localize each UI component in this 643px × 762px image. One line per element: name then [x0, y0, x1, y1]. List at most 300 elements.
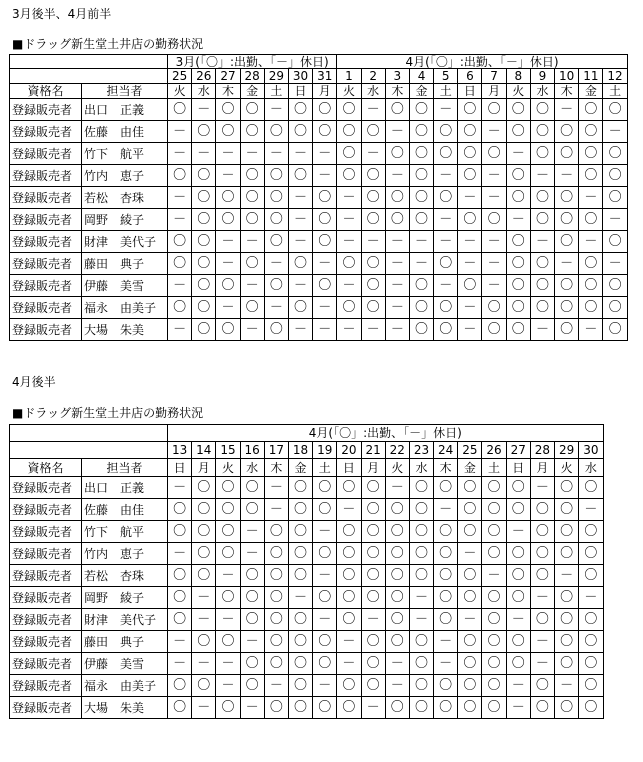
attendance-mark: － — [168, 631, 192, 653]
attendance-mark: 〇 — [192, 275, 216, 297]
attendance-mark: 〇 — [361, 187, 385, 209]
attendance-mark: 〇 — [216, 319, 240, 341]
attendance-mark: 〇 — [288, 543, 312, 565]
attendance-mark: － — [313, 143, 337, 165]
attendance-mark: 〇 — [288, 165, 312, 187]
attendance-mark: 〇 — [313, 631, 337, 653]
table-row — [10, 99, 628, 121]
attendance-mark: 〇 — [264, 209, 288, 231]
attendance-mark: 〇 — [482, 653, 506, 675]
attendance-mark: 〇 — [458, 275, 482, 297]
attendance-mark: 〇 — [264, 631, 288, 653]
weekday: 水 — [240, 459, 264, 477]
day-number: 20 — [337, 442, 361, 459]
day-number: 15 — [216, 442, 240, 459]
attendance-mark: 〇 — [506, 121, 530, 143]
attendance-mark: 〇 — [409, 477, 433, 499]
attendance-mark: 〇 — [579, 99, 603, 121]
weekday: 日 — [458, 84, 482, 99]
attendance-mark: － — [216, 297, 240, 319]
attendance-mark: 〇 — [506, 653, 530, 675]
attendance-mark: 〇 — [409, 275, 433, 297]
attendance-mark: － — [168, 143, 192, 165]
table-row — [10, 521, 604, 543]
attendance-mark: － — [313, 165, 337, 187]
attendance-mark: 〇 — [579, 543, 603, 565]
attendance-mark: － — [337, 319, 361, 341]
table-row — [10, 631, 604, 653]
attendance-mark: 〇 — [458, 697, 482, 719]
attendance-mark: 〇 — [458, 121, 482, 143]
attendance-mark: － — [168, 653, 192, 675]
attendance-mark: － — [555, 565, 579, 587]
weekday: 日 — [288, 84, 312, 99]
staff-name-cell: 財津 美代子 — [82, 609, 168, 631]
day-number: 22 — [385, 442, 409, 459]
attendance-mark: － — [168, 477, 192, 499]
attendance-mark: 〇 — [216, 499, 240, 521]
attendance-mark: 〇 — [192, 675, 216, 697]
attendance-mark: － — [385, 231, 409, 253]
attendance-mark: － — [458, 187, 482, 209]
table-row — [10, 297, 628, 319]
attendance-mark: 〇 — [482, 209, 506, 231]
attendance-mark: 〇 — [264, 697, 288, 719]
attendance-mark: 〇 — [409, 121, 433, 143]
attendance-mark: 〇 — [458, 209, 482, 231]
attendance-mark: － — [434, 499, 458, 521]
attendance-mark: 〇 — [361, 587, 385, 609]
attendance-mark: － — [579, 499, 603, 521]
weekday: 土 — [482, 459, 506, 477]
attendance-mark: 〇 — [361, 653, 385, 675]
day-number: 8 — [506, 69, 530, 84]
staff-name-cell: 竹内 恵子 — [82, 165, 168, 187]
day-number: 24 — [434, 442, 458, 459]
attendance-mark: － — [192, 609, 216, 631]
attendance-mark: 〇 — [168, 99, 192, 121]
attendance-mark: － — [192, 143, 216, 165]
day-number: 7 — [482, 69, 506, 84]
attendance-mark: － — [313, 675, 337, 697]
staff-name-cell: 藤田 典子 — [82, 253, 168, 275]
attendance-mark: 〇 — [385, 209, 409, 231]
attendance-mark: － — [482, 253, 506, 275]
attendance-mark: － — [603, 209, 627, 231]
attendance-mark: 〇 — [337, 253, 361, 275]
attendance-mark: 〇 — [482, 477, 506, 499]
attendance-mark: 〇 — [409, 297, 433, 319]
attendance-mark: － — [458, 231, 482, 253]
day-number: 16 — [240, 442, 264, 459]
attendance-mark: － — [313, 319, 337, 341]
staff-name-cell: 伊藤 美雪 — [82, 653, 168, 675]
attendance-mark: 〇 — [409, 499, 433, 521]
attendance-mark: － — [434, 209, 458, 231]
table-row — [10, 209, 628, 231]
weekday: 火 — [506, 84, 530, 99]
table-row — [10, 165, 628, 187]
attendance-mark: － — [288, 231, 312, 253]
attendance-mark: 〇 — [530, 99, 554, 121]
attendance-mark: － — [482, 121, 506, 143]
attendance-mark: 〇 — [361, 499, 385, 521]
attendance-mark: － — [264, 675, 288, 697]
header-row-weekdays — [10, 84, 628, 99]
attendance-mark: 〇 — [385, 543, 409, 565]
attendance-mark: 〇 — [216, 697, 240, 719]
attendance-mark: 〇 — [530, 609, 554, 631]
name-header: 担当者 — [82, 84, 168, 99]
attendance-mark: 〇 — [216, 275, 240, 297]
attendance-mark: 〇 — [216, 543, 240, 565]
attendance-mark: 〇 — [458, 143, 482, 165]
day-number: 2 — [361, 69, 385, 84]
attendance-mark: 〇 — [555, 521, 579, 543]
attendance-mark: 〇 — [264, 165, 288, 187]
attendance-mark: － — [361, 143, 385, 165]
day-number: 25 — [458, 442, 482, 459]
attendance-mark: － — [264, 477, 288, 499]
attendance-mark: 〇 — [168, 297, 192, 319]
attendance-mark: － — [434, 165, 458, 187]
attendance-mark: － — [409, 609, 433, 631]
qualification-cell: 登録販売者 — [10, 587, 82, 609]
attendance-mark: 〇 — [313, 231, 337, 253]
weekday: 木 — [385, 84, 409, 99]
staff-name-cell: 福永 由美子 — [82, 675, 168, 697]
attendance-mark: 〇 — [434, 609, 458, 631]
attendance-mark: 〇 — [168, 565, 192, 587]
weekday: 水 — [409, 459, 433, 477]
day-number: 27 — [506, 442, 530, 459]
attendance-mark: 〇 — [168, 231, 192, 253]
qualification-cell: 登録販売者 — [10, 231, 82, 253]
header-blank — [10, 55, 168, 69]
attendance-mark: 〇 — [288, 631, 312, 653]
attendance-mark: 〇 — [240, 653, 264, 675]
attendance-mark: 〇 — [240, 587, 264, 609]
qualification-cell: 登録販売者 — [10, 253, 82, 275]
attendance-mark: 〇 — [192, 297, 216, 319]
attendance-mark: 〇 — [361, 477, 385, 499]
weekday: 木 — [434, 459, 458, 477]
attendance-mark: 〇 — [555, 477, 579, 499]
attendance-mark: 〇 — [458, 521, 482, 543]
attendance-mark: 〇 — [192, 231, 216, 253]
attendance-mark: － — [555, 253, 579, 275]
attendance-mark: 〇 — [240, 565, 264, 587]
attendance-mark: 〇 — [385, 143, 409, 165]
attendance-mark: － — [385, 121, 409, 143]
day-number: 3 — [385, 69, 409, 84]
attendance-mark: 〇 — [240, 187, 264, 209]
weekday: 土 — [603, 84, 627, 99]
day-number: 19 — [313, 442, 337, 459]
attendance-mark: － — [603, 253, 627, 275]
attendance-mark: 〇 — [458, 499, 482, 521]
attendance-mark: 〇 — [240, 675, 264, 697]
attendance-mark: 〇 — [240, 99, 264, 121]
attendance-mark: 〇 — [361, 521, 385, 543]
schedule-table-1 — [9, 54, 628, 341]
table-row — [10, 143, 628, 165]
attendance-mark: － — [264, 297, 288, 319]
attendance-mark: 〇 — [603, 275, 627, 297]
attendance-mark: 〇 — [603, 297, 627, 319]
weekday: 木 — [216, 84, 240, 99]
weekday: 金 — [579, 84, 603, 99]
attendance-mark: － — [530, 165, 554, 187]
attendance-mark: 〇 — [288, 675, 312, 697]
weekday: 水 — [361, 84, 385, 99]
attendance-mark: 〇 — [555, 209, 579, 231]
table-row — [10, 697, 604, 719]
attendance-mark: 〇 — [168, 521, 192, 543]
weekday: 日 — [506, 459, 530, 477]
attendance-mark: 〇 — [288, 253, 312, 275]
attendance-mark: 〇 — [216, 99, 240, 121]
attendance-mark: 〇 — [530, 675, 554, 697]
attendance-mark: 〇 — [603, 187, 627, 209]
attendance-mark: 〇 — [482, 609, 506, 631]
day-number: 28 — [530, 442, 554, 459]
attendance-mark: 〇 — [337, 675, 361, 697]
attendance-mark: 〇 — [313, 99, 337, 121]
day-number: 26 — [192, 69, 216, 84]
attendance-mark: 〇 — [264, 319, 288, 341]
table-row — [10, 319, 628, 341]
attendance-mark: 〇 — [409, 319, 433, 341]
attendance-mark: 〇 — [192, 477, 216, 499]
attendance-mark: 〇 — [579, 609, 603, 631]
attendance-mark: － — [216, 675, 240, 697]
attendance-mark: 〇 — [555, 609, 579, 631]
weekday: 土 — [434, 84, 458, 99]
attendance-mark: 〇 — [288, 121, 312, 143]
attendance-mark: 〇 — [337, 165, 361, 187]
attendance-mark: － — [264, 99, 288, 121]
attendance-mark: － — [337, 499, 361, 521]
table-row — [10, 587, 604, 609]
attendance-mark: － — [288, 587, 312, 609]
attendance-mark: 〇 — [385, 587, 409, 609]
attendance-mark: 〇 — [409, 697, 433, 719]
day-number: 4 — [409, 69, 433, 84]
attendance-mark: － — [409, 231, 433, 253]
attendance-mark: 〇 — [434, 319, 458, 341]
attendance-mark: 〇 — [506, 275, 530, 297]
attendance-mark: 〇 — [409, 143, 433, 165]
attendance-mark: 〇 — [385, 565, 409, 587]
attendance-mark: 〇 — [168, 675, 192, 697]
attendance-mark: 〇 — [434, 187, 458, 209]
rank-header: 資格名 — [10, 84, 82, 99]
attendance-mark: － — [168, 543, 192, 565]
attendance-mark: 〇 — [192, 187, 216, 209]
weekday: 金 — [288, 459, 312, 477]
attendance-mark: 〇 — [288, 565, 312, 587]
weekday: 火 — [337, 84, 361, 99]
month-group-header: 4月(「〇」:出勤、「－」休日) — [337, 55, 627, 69]
table-row — [10, 121, 628, 143]
attendance-mark: － — [482, 565, 506, 587]
staff-name-cell: 出口 正義 — [82, 99, 168, 121]
day-number: 17 — [264, 442, 288, 459]
attendance-mark: 〇 — [506, 297, 530, 319]
attendance-mark: 〇 — [555, 499, 579, 521]
attendance-mark: － — [482, 275, 506, 297]
qualification-cell: 登録販売者 — [10, 187, 82, 209]
attendance-mark: － — [216, 609, 240, 631]
staff-name-cell: 藤田 典子 — [82, 631, 168, 653]
attendance-mark: － — [506, 521, 530, 543]
attendance-mark: 〇 — [216, 121, 240, 143]
attendance-mark: 〇 — [579, 653, 603, 675]
day-number: 12 — [603, 69, 627, 84]
attendance-mark: － — [288, 187, 312, 209]
attendance-mark: 〇 — [313, 499, 337, 521]
attendance-mark: 〇 — [482, 319, 506, 341]
table-row — [10, 609, 604, 631]
attendance-mark: 〇 — [555, 187, 579, 209]
qualification-cell: 登録販売者 — [10, 565, 82, 587]
attendance-mark: 〇 — [482, 99, 506, 121]
attendance-mark: － — [337, 187, 361, 209]
attendance-mark: 〇 — [361, 631, 385, 653]
attendance-mark: 〇 — [530, 187, 554, 209]
attendance-mark: － — [240, 631, 264, 653]
attendance-mark: 〇 — [482, 587, 506, 609]
attendance-mark: 〇 — [409, 187, 433, 209]
staff-name-cell: 伊藤 美雪 — [82, 275, 168, 297]
schedule-table-2 — [9, 424, 604, 719]
staff-name-cell: 大場 朱美 — [82, 319, 168, 341]
weekday: 水 — [192, 84, 216, 99]
attendance-mark: 〇 — [434, 121, 458, 143]
attendance-mark: 〇 — [313, 275, 337, 297]
header-blank — [10, 69, 168, 84]
attendance-mark: 〇 — [337, 99, 361, 121]
staff-name-cell: 若松 杏珠 — [82, 565, 168, 587]
attendance-mark: 〇 — [337, 521, 361, 543]
attendance-mark: － — [530, 631, 554, 653]
attendance-mark: 〇 — [579, 209, 603, 231]
attendance-mark: 〇 — [530, 565, 554, 587]
attendance-mark: － — [434, 631, 458, 653]
attendance-mark: 〇 — [579, 143, 603, 165]
attendance-mark: － — [264, 253, 288, 275]
attendance-mark: 〇 — [240, 253, 264, 275]
weekday: 月 — [192, 459, 216, 477]
table-row — [10, 231, 628, 253]
attendance-mark: 〇 — [409, 521, 433, 543]
attendance-mark: 〇 — [482, 143, 506, 165]
attendance-mark: 〇 — [216, 631, 240, 653]
attendance-mark: － — [264, 499, 288, 521]
attendance-mark: － — [385, 253, 409, 275]
attendance-mark: － — [458, 253, 482, 275]
attendance-mark: 〇 — [168, 609, 192, 631]
weekday: 火 — [168, 84, 192, 99]
attendance-mark: － — [506, 209, 530, 231]
day-number: 31 — [313, 69, 337, 84]
attendance-mark: 〇 — [385, 697, 409, 719]
attendance-mark: 〇 — [264, 231, 288, 253]
attendance-mark: 〇 — [506, 165, 530, 187]
attendance-mark: － — [313, 521, 337, 543]
qualification-cell: 登録販売者 — [10, 499, 82, 521]
attendance-mark: 〇 — [385, 99, 409, 121]
staff-name-cell: 福永 由美子 — [82, 297, 168, 319]
attendance-mark: － — [288, 143, 312, 165]
attendance-mark: 〇 — [506, 231, 530, 253]
attendance-mark: 〇 — [264, 521, 288, 543]
attendance-mark: 〇 — [264, 565, 288, 587]
attendance-mark: － — [288, 319, 312, 341]
staff-name-cell: 竹内 恵子 — [82, 543, 168, 565]
attendance-mark: 〇 — [409, 209, 433, 231]
weekday: 火 — [216, 459, 240, 477]
attendance-mark: 〇 — [313, 121, 337, 143]
attendance-mark: － — [385, 297, 409, 319]
attendance-mark: 〇 — [555, 275, 579, 297]
attendance-mark: － — [168, 121, 192, 143]
attendance-mark: 〇 — [385, 631, 409, 653]
attendance-mark: 〇 — [385, 187, 409, 209]
table-row — [10, 653, 604, 675]
attendance-mark: － — [313, 565, 337, 587]
attendance-mark: － — [434, 99, 458, 121]
attendance-mark: 〇 — [288, 521, 312, 543]
attendance-mark: － — [192, 587, 216, 609]
qualification-cell: 登録販売者 — [10, 543, 82, 565]
attendance-mark: 〇 — [192, 319, 216, 341]
attendance-mark: 〇 — [313, 697, 337, 719]
attendance-mark: 〇 — [434, 521, 458, 543]
attendance-mark: 〇 — [434, 587, 458, 609]
day-number: 30 — [579, 442, 603, 459]
attendance-mark: － — [192, 697, 216, 719]
attendance-mark: － — [530, 653, 554, 675]
weekday: 金 — [240, 84, 264, 99]
qualification-cell: 登録販売者 — [10, 477, 82, 499]
attendance-mark: 〇 — [313, 587, 337, 609]
attendance-mark: 〇 — [168, 587, 192, 609]
attendance-mark: 〇 — [288, 499, 312, 521]
attendance-mark: 〇 — [192, 499, 216, 521]
attendance-mark: － — [216, 143, 240, 165]
attendance-mark: 〇 — [530, 521, 554, 543]
attendance-mark: 〇 — [168, 499, 192, 521]
attendance-mark: 〇 — [530, 209, 554, 231]
attendance-mark: 〇 — [555, 297, 579, 319]
attendance-mark: － — [337, 275, 361, 297]
qualification-cell: 登録販売者 — [10, 165, 82, 187]
attendance-mark: － — [603, 121, 627, 143]
attendance-mark: 〇 — [337, 121, 361, 143]
attendance-mark: 〇 — [482, 675, 506, 697]
attendance-mark: 〇 — [506, 543, 530, 565]
attendance-mark: － — [506, 143, 530, 165]
attendance-mark: － — [555, 99, 579, 121]
attendance-mark: 〇 — [240, 121, 264, 143]
attendance-mark: － — [409, 587, 433, 609]
header-row-month — [10, 425, 604, 442]
day-number: 28 — [240, 69, 264, 84]
attendance-mark: 〇 — [409, 565, 433, 587]
weekday: 水 — [530, 84, 554, 99]
